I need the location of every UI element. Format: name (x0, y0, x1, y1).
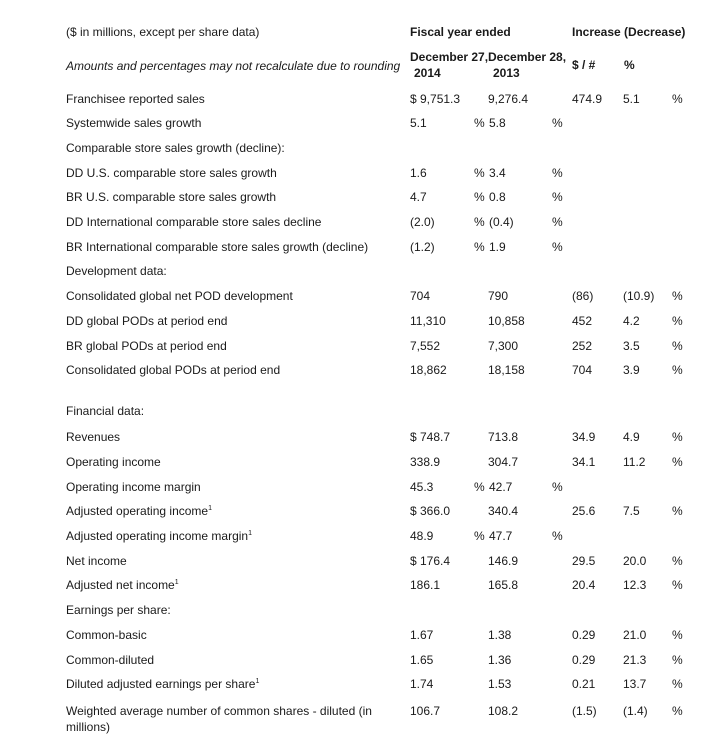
row-label-text: Weighted average number of common shares - diluted (in (66, 704, 372, 718)
increase-amount: 452 (572, 314, 593, 328)
row-label (66, 116, 201, 130)
value-2013: 47.7 (489, 529, 513, 543)
row-label-text: DD global PODs at period end (66, 314, 228, 328)
increase-percent: 3.9 (623, 363, 640, 377)
increase-percent-sign: % (672, 289, 683, 303)
row-label (66, 289, 293, 303)
row-label (66, 339, 227, 353)
increase-percent-sign: % (672, 339, 683, 353)
increase-amount: 474.9 (572, 92, 603, 106)
units-note: ($ in millions, except per share data) (66, 25, 260, 39)
increase-percent-sign: % (672, 628, 683, 642)
increase-percent-sign: % (672, 455, 683, 469)
value-2014: 7,552 (410, 339, 441, 353)
row-label-text: Operating income (66, 455, 161, 469)
value-2014: 1.67 (410, 628, 434, 642)
row-label-text: Common-diluted (66, 653, 155, 667)
value-2014: $ 748.7 (410, 430, 451, 444)
value-2014: 5.1 (410, 116, 427, 130)
date-col1-line2: 2014 (414, 66, 441, 80)
percent-sign-2014: % (474, 529, 485, 543)
increase-percent-sign: % (672, 430, 683, 444)
value-2014: 11,310 (410, 314, 446, 328)
increase-percent-sign: % (672, 314, 683, 328)
value-2014: 1.65 (410, 653, 434, 667)
value-2013: 1.53 (488, 677, 512, 691)
row-label (66, 529, 252, 543)
row-label-text: Operating income margin (66, 480, 201, 494)
value-2013: 1.36 (488, 653, 512, 667)
increase-percent-sign: % (672, 677, 683, 691)
row-label (66, 92, 205, 106)
value-2014: (2.0) (410, 215, 435, 229)
fiscal-year-header: Fiscal year ended (410, 25, 511, 39)
value-2013: 42.7 (489, 480, 513, 494)
row-label-text: Financial data: (66, 404, 145, 418)
row-label (66, 141, 285, 155)
row-label-text: Adjusted operating income (66, 504, 209, 518)
increase-header: Increase (Decrease) (572, 25, 686, 39)
row-label (66, 677, 259, 691)
value-2013: 18,158 (488, 363, 525, 377)
increase-amount: 0.29 (572, 653, 596, 667)
value-2013: 165.8 (488, 578, 519, 592)
value-2013: 790 (488, 289, 509, 303)
value-2013: 10,858 (488, 314, 525, 328)
increase-percent-sign: % (672, 363, 683, 377)
row-label (66, 480, 201, 494)
footnote-marker: 1 (208, 505, 212, 512)
row-label (66, 190, 276, 204)
row-label-text: Franchisee reported sales (66, 92, 205, 106)
percent-sign-2014: % (474, 166, 485, 180)
value-2014: 1.6 (410, 166, 427, 180)
increase-amount: 704 (572, 363, 593, 377)
increase-amount: 29.5 (572, 554, 596, 568)
value-2014: $ 366.0 (410, 504, 451, 518)
footnote-marker: 1 (248, 530, 253, 537)
increase-percent-sign: % (672, 554, 683, 568)
increase-amount: 25.6 (572, 504, 596, 518)
row-label-text: BR global PODs at period end (66, 339, 227, 353)
row-label-text: Adjusted net income (66, 578, 175, 592)
value-2013: 146.9 (488, 554, 519, 568)
value-2013: 340.4 (488, 504, 519, 518)
percent-sign-2013: % (552, 190, 563, 204)
percent-sign-2014: % (474, 240, 485, 254)
row-label (66, 554, 127, 568)
row-label (66, 578, 179, 592)
row-label (66, 314, 227, 328)
row-label-text: Net income (66, 554, 127, 568)
row-label-text: Common-basic (66, 628, 147, 642)
row-label (66, 704, 372, 718)
row-label (66, 628, 147, 642)
value-2013: 5.8 (489, 116, 506, 130)
increase-percent: 5.1 (623, 92, 640, 106)
percent-sign-2014: % (474, 116, 485, 130)
percent-sign-2014: % (474, 190, 485, 204)
value-2013: 0.8 (489, 190, 506, 204)
row-label-continued: millions) (66, 720, 111, 734)
increase-amount: (86) (572, 289, 594, 303)
row-label-text: DD International comparable store sales decline (66, 215, 322, 229)
percent-sign-2013: % (552, 215, 563, 229)
row-label-text: Diluted adjusted earnings per share (66, 677, 256, 691)
value-2014: 45.3 (410, 480, 434, 494)
increase-percent: 13.7 (623, 677, 647, 691)
increase-percent: 4.9 (623, 430, 640, 444)
value-2013: (0.4) (489, 215, 514, 229)
value-2013: 1.38 (488, 628, 512, 642)
row-label (66, 240, 368, 254)
footnote-marker: 1 (174, 579, 179, 586)
percent-sign-2013: % (552, 480, 563, 494)
value-2014: 18,862 (410, 363, 447, 377)
value-2014: 48.9 (410, 529, 434, 543)
value-2013: 713.8 (488, 430, 519, 444)
value-2013: 108.2 (488, 704, 519, 718)
value-2014: 1.74 (410, 677, 434, 691)
increase-percent-sign: % (672, 704, 683, 718)
increase-percent: (1.4) (623, 704, 648, 718)
footnote-marker: 1 (255, 678, 260, 685)
value-2013: 304.7 (488, 455, 519, 469)
increase-percent: 7.5 (623, 504, 640, 518)
row-label-text: BR International comparable store sales growth (decline) (66, 240, 369, 254)
row-label-text: BR U.S. comparable store sales growth (66, 190, 277, 204)
row-label-text: Comparable store sales growth (decline): (66, 141, 285, 155)
increase-percent: 4.2 (623, 314, 640, 328)
row-label-text: DD U.S. comparable store sales growth (66, 166, 277, 180)
date-col2-line2: 2013 (493, 66, 520, 80)
percent-sign-2014: % (474, 480, 485, 494)
increase-percent-sign: % (672, 578, 683, 592)
increase-percent: 20.0 (623, 554, 647, 568)
row-label-text: Consolidated global PODs at period end (66, 363, 281, 377)
row-label (66, 363, 280, 377)
row-label-text: Revenues (66, 430, 121, 444)
increase-amount: 20.4 (572, 578, 596, 592)
row-label (66, 215, 321, 229)
row-label (66, 603, 171, 617)
increase-percent-sign: % (672, 653, 683, 667)
increase-percent: 21.0 (623, 628, 647, 642)
increase-percent: (10.9) (623, 289, 655, 303)
row-label-text: Development data: (66, 264, 167, 278)
date-col2-line1: December 28, (488, 50, 567, 64)
increase-amount: 34.1 (572, 455, 596, 469)
row-label (66, 504, 212, 518)
row-label (66, 653, 154, 667)
value-2013: 1.9 (489, 240, 506, 254)
value-2013: 7,300 (488, 339, 519, 353)
percent-sign-2014: % (474, 215, 485, 229)
increase-amount: (1.5) (572, 704, 597, 718)
value-2014: 4.7 (410, 190, 427, 204)
row-label (66, 166, 277, 180)
increase-percent-sign: % (672, 92, 683, 106)
row-label (66, 455, 161, 469)
increase-percent-sign: % (672, 504, 683, 518)
increase-amount: 34.9 (572, 430, 596, 444)
value-2014: 338.9 (410, 455, 441, 469)
percent-header: % (624, 58, 635, 72)
value-2014: 186.1 (410, 578, 441, 592)
value-2014: $ 176.4 (410, 554, 451, 568)
increase-percent: 11.2 (623, 455, 646, 469)
row-label (66, 430, 120, 444)
dollar-count-header: $ / # (572, 58, 596, 72)
value-2014: $ 9,751.3 (410, 92, 461, 106)
row-label (66, 264, 167, 278)
increase-amount: 0.29 (572, 628, 596, 642)
value-2014: (1.2) (410, 240, 435, 254)
increase-percent: 21.3 (623, 653, 647, 667)
date-col1-line1: December 27, (410, 50, 489, 64)
percent-sign-2013: % (552, 116, 563, 130)
row-label (66, 404, 144, 418)
value-2013: 9,276.4 (488, 92, 529, 106)
increase-amount: 252 (572, 339, 593, 353)
value-2013: 3.4 (489, 166, 506, 180)
increase-percent: 12.3 (623, 578, 647, 592)
value-2014: 106.7 (410, 704, 441, 718)
value-2014: 704 (410, 289, 431, 303)
row-label-text: Consolidated global net POD development (66, 289, 293, 303)
percent-sign-2013: % (552, 529, 563, 543)
increase-amount: 0.21 (572, 677, 596, 691)
percent-sign-2013: % (552, 240, 563, 254)
rounding-note: Amounts and percentages may not recalculate due to rounding (66, 59, 401, 73)
row-label-text: Earnings per share: (66, 603, 171, 617)
row-label-text: Systemwide sales growth (66, 116, 202, 130)
row-label-text: Adjusted operating income margin (66, 529, 249, 543)
percent-sign-2013: % (552, 166, 563, 180)
increase-percent: 3.5 (623, 339, 640, 353)
